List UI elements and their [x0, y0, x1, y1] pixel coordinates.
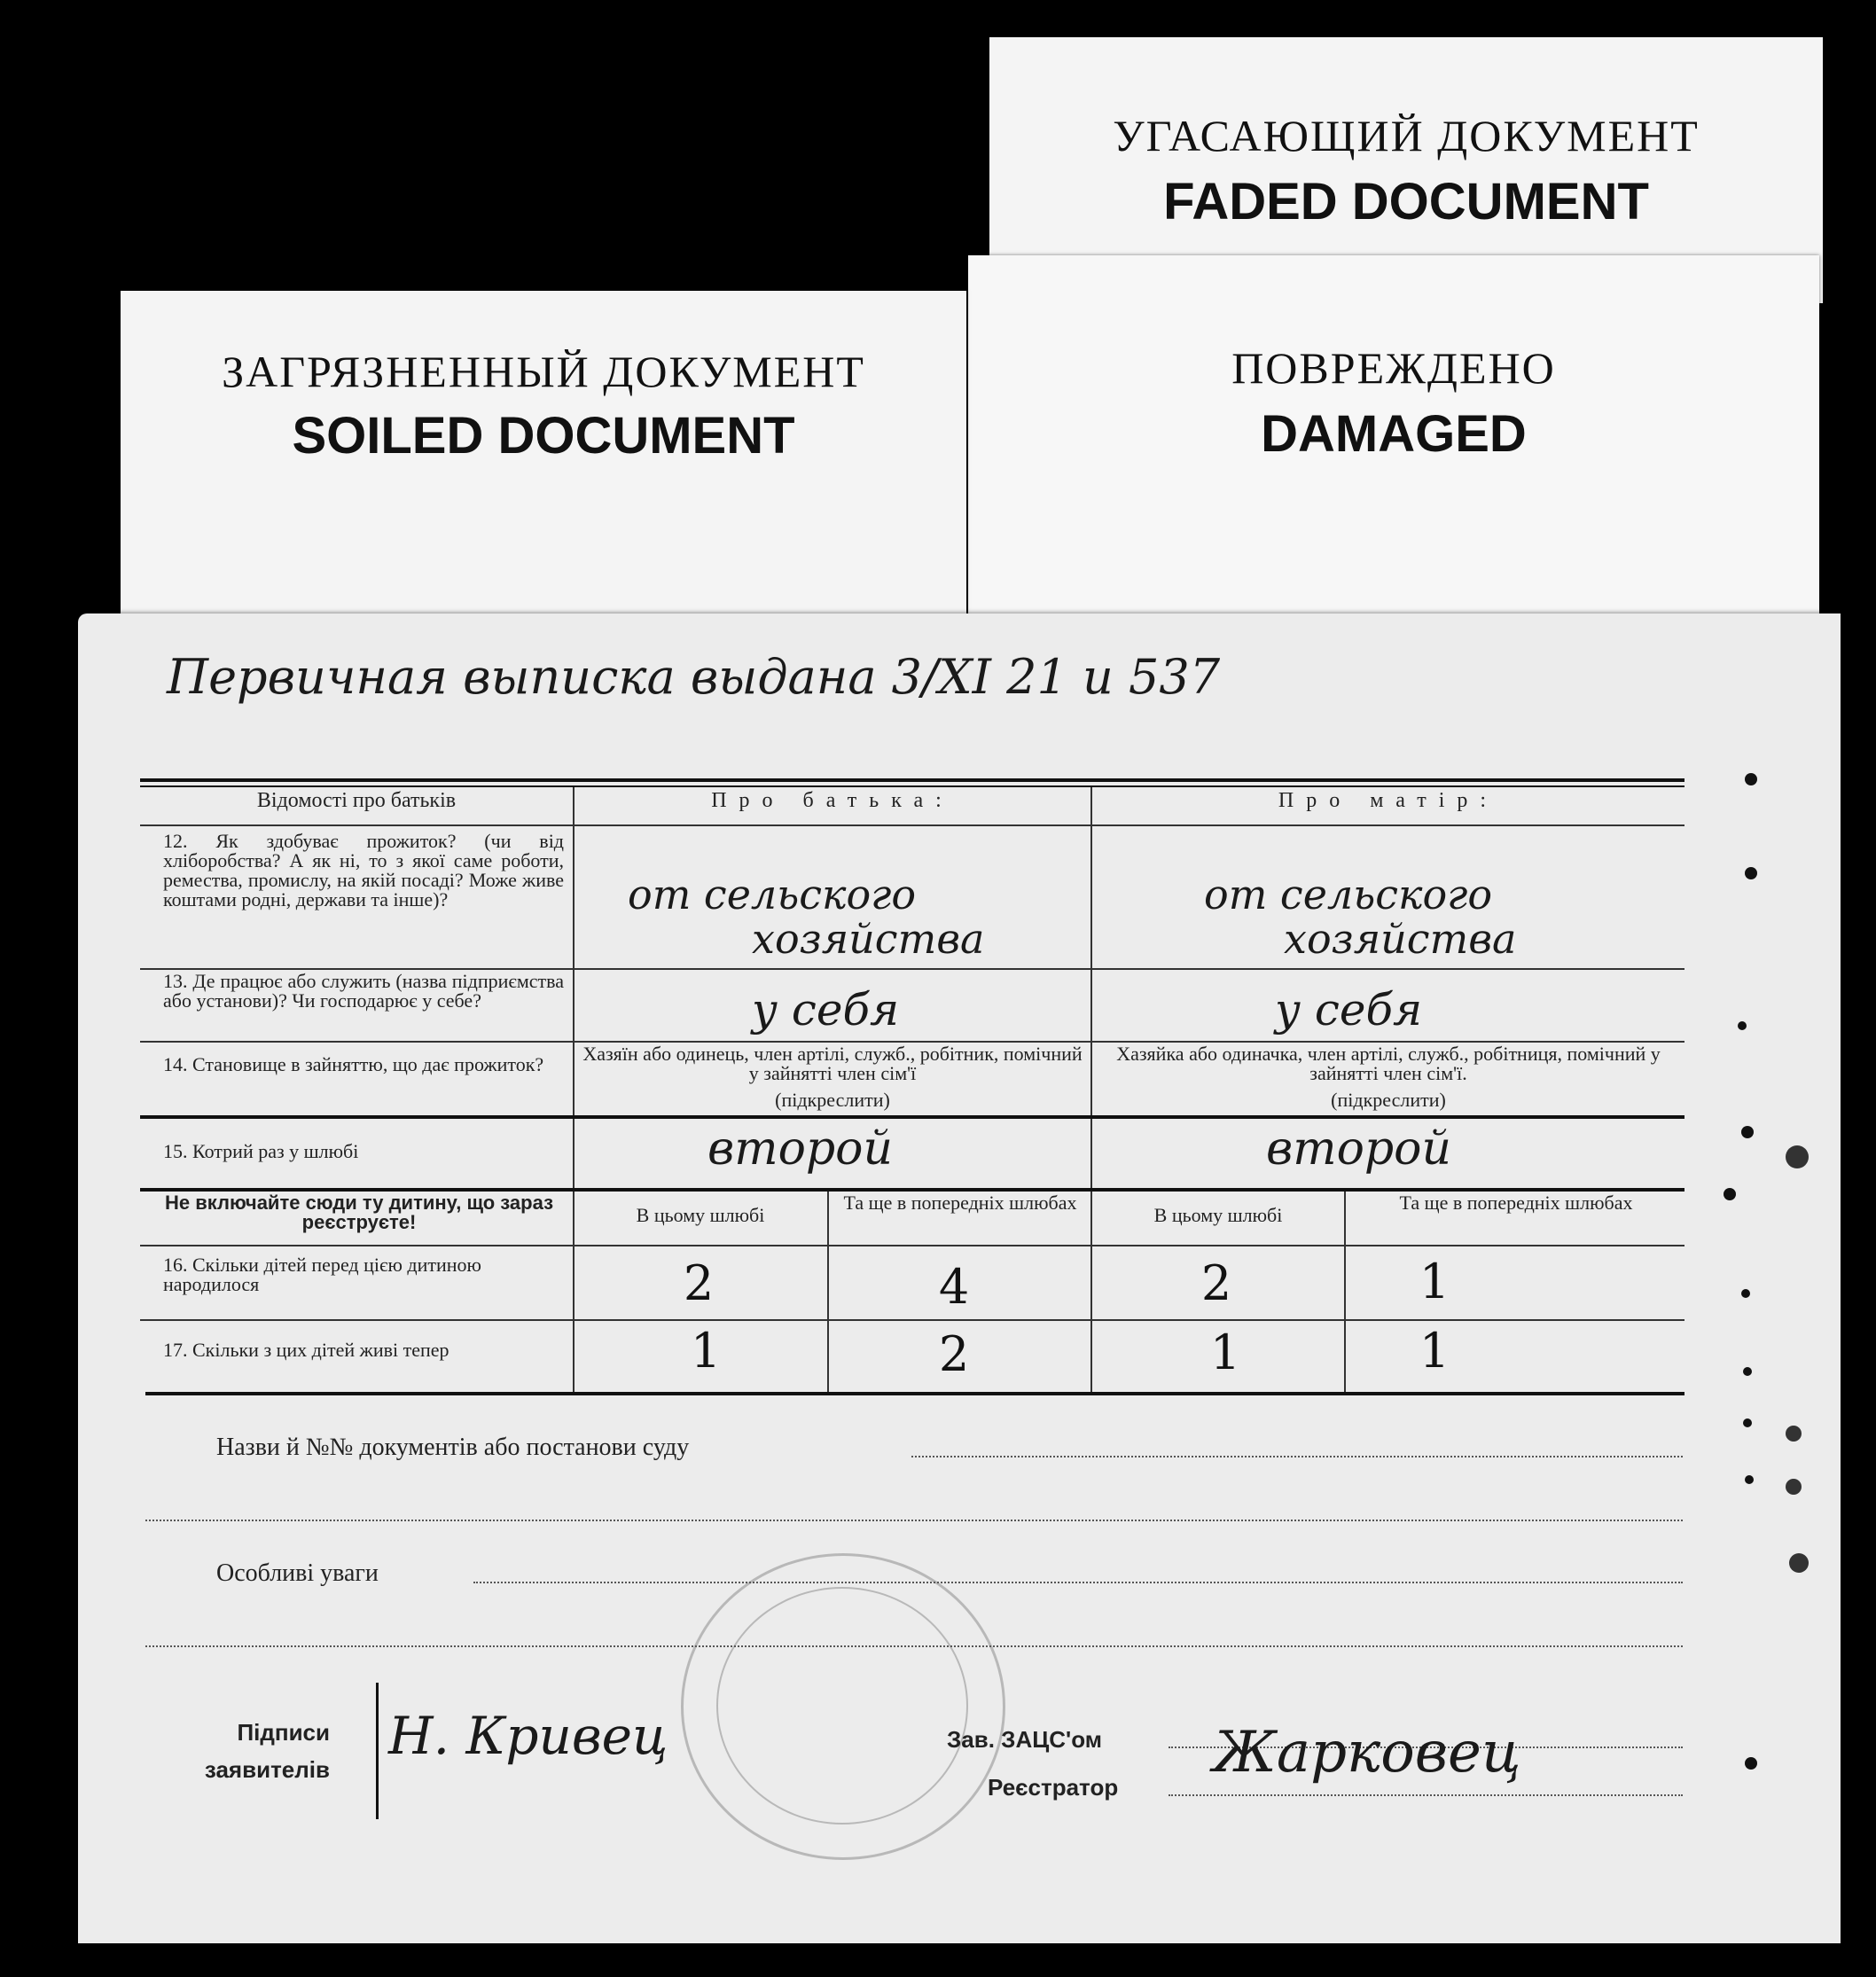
soiled-label-ru: ЗАГРЯЗНЕННЫЙ ДОКУМЕНТ [222, 347, 865, 396]
q14-mother-note: (підкреслити) [1331, 1089, 1446, 1111]
punch-hole [1738, 1021, 1747, 1030]
col-divider-1 [573, 787, 575, 1395]
punch-hole [1745, 1475, 1754, 1484]
q16-rule [140, 1319, 1684, 1321]
q15-father: второй [707, 1122, 893, 1176]
damaged-label-ru: ПОВРЕЖДЕНО [1231, 343, 1556, 393]
official-stamp-inner [716, 1587, 968, 1825]
mother-prev-marriages-header: Та ще в попередніх шлюбах [1399, 1192, 1633, 1214]
father-this-marriage-header: В цьому шлюбі [636, 1204, 765, 1226]
q17-mother-this: 1 [1209, 1325, 1241, 1380]
col-divider-2 [1090, 787, 1092, 1395]
registrar-signature-line [1169, 1794, 1683, 1796]
q13-label: 13. Де працює або служить (назва підприємства або установи)? Чи господарює у себе? [163, 970, 564, 1012]
col-divider-father-sub [827, 1188, 829, 1395]
header-father: Про батька: [711, 789, 954, 812]
documents-label: Назви й №№ документів або постанови суду [216, 1434, 690, 1461]
signature-brace [376, 1683, 379, 1819]
top-rule-inner [140, 785, 1684, 787]
punch-hole [1789, 1553, 1809, 1573]
q14-mother-options: Хазяйка або одиначка, член артілі, служб., робітниця, помічний у зайнятті член сім'ї. [1116, 1043, 1661, 1084]
applicants-signature-label-2: заявителів [204, 1756, 330, 1783]
punch-hole [1745, 1757, 1757, 1770]
q17-label: 17. Скільки з цих дітей живі тепер [163, 1339, 449, 1361]
q17-father-this: 1 [690, 1323, 722, 1379]
punch-hole [1786, 1426, 1802, 1442]
subheader-rule [140, 1245, 1684, 1246]
q14-rule [140, 1115, 1684, 1119]
registration-form-sheet [78, 613, 1841, 1943]
punch-hole [1743, 1418, 1752, 1427]
notes-line-1 [473, 1582, 1683, 1583]
applicants-signature-label-1: Підписи [237, 1719, 330, 1746]
head-of-registry-label: Зав. ЗАЦС'ом [947, 1726, 1102, 1753]
q12-father-line1: от сельского [628, 871, 917, 918]
header-info-label: Відомості про батьків [256, 789, 457, 812]
punch-hole [1745, 867, 1757, 879]
q16-label: 16. Скільки дітей перед цією дитиною народилося [163, 1254, 481, 1295]
q13-mother: у себя [1275, 984, 1423, 1035]
q17-father-prev: 2 [938, 1326, 970, 1382]
col-divider-mother-sub [1344, 1188, 1346, 1395]
punch-hole [1786, 1145, 1809, 1168]
q12-father-line2: хозяйства [752, 915, 985, 963]
father-prev-marriages-header: Та ще в попередніх шлюбах [843, 1192, 1077, 1214]
q15-label: 15. Котрий раз у шлюбі [163, 1140, 359, 1162]
header-mother: Про матір: [1278, 789, 1499, 812]
table-bottom-rule [145, 1392, 1684, 1395]
q12-label: 12. Як здобуває прожиток? (чи від хліборобства? А як ні, то з якої саме роботи, ремества, промислу, на якій посаді? Може живе коштами родні, держави та інше)? [163, 830, 564, 910]
punch-hole [1724, 1188, 1736, 1200]
punch-hole [1786, 1479, 1802, 1495]
punch-hole [1745, 773, 1757, 785]
registrar-label: Реєстратор [988, 1774, 1119, 1801]
punch-hole [1743, 1367, 1752, 1376]
mother-this-marriage-header: В цьому шлюбі [1153, 1204, 1283, 1226]
q13-father: у себя [752, 984, 900, 1035]
faded-label-en: FADED DOCUMENT [1163, 173, 1649, 231]
q14-father-note: (підкреслити) [775, 1089, 890, 1111]
top-rule [140, 778, 1684, 782]
q16-mother-prev: 1 [1419, 1254, 1450, 1309]
soiled-label-en: SOILED DOCUMENT [292, 407, 795, 465]
q14-label: 14. Становище в зайняттю, що дає прожиток? [163, 1053, 544, 1075]
special-notes-label: Особливі уваги [216, 1559, 379, 1587]
punch-hole [1741, 1126, 1754, 1138]
q14-father-options: Хазяїн або одинець, член артілі, служб., робітник, помічний у зайнятті член сім'ї [582, 1043, 1083, 1084]
damaged-label-en: DAMAGED [1261, 405, 1527, 463]
documents-line-2 [145, 1520, 1683, 1521]
q17-mother-prev: 1 [1419, 1323, 1450, 1379]
q15-mother: второй [1266, 1122, 1451, 1176]
handwritten-issue-note: Первичная выписка выдана 3/XI 21 и 537 [167, 649, 1221, 705]
q12-mother-line1: от сельского [1204, 871, 1493, 918]
registrar-signature: Жарковец [1213, 1720, 1521, 1786]
applicant-signature: Н. Кривец [388, 1706, 668, 1766]
documents-line-1 [911, 1456, 1683, 1457]
q12-mother-line2: хозяйства [1284, 915, 1517, 963]
exclude-child-notice: Не включайте сюди ту дитину, що зараз реєструєте! [164, 1192, 554, 1233]
punch-hole [1741, 1289, 1750, 1298]
damaged-card [968, 255, 1819, 645]
q16-father-prev: 4 [938, 1259, 970, 1315]
header-rule [140, 824, 1684, 826]
q16-mother-this: 2 [1200, 1255, 1232, 1311]
faded-label-ru: УГАСАЮЩИЙ ДОКУМЕНТ [1113, 111, 1700, 160]
soiled-document-card [121, 291, 966, 645]
q16-father-this: 2 [683, 1255, 715, 1311]
